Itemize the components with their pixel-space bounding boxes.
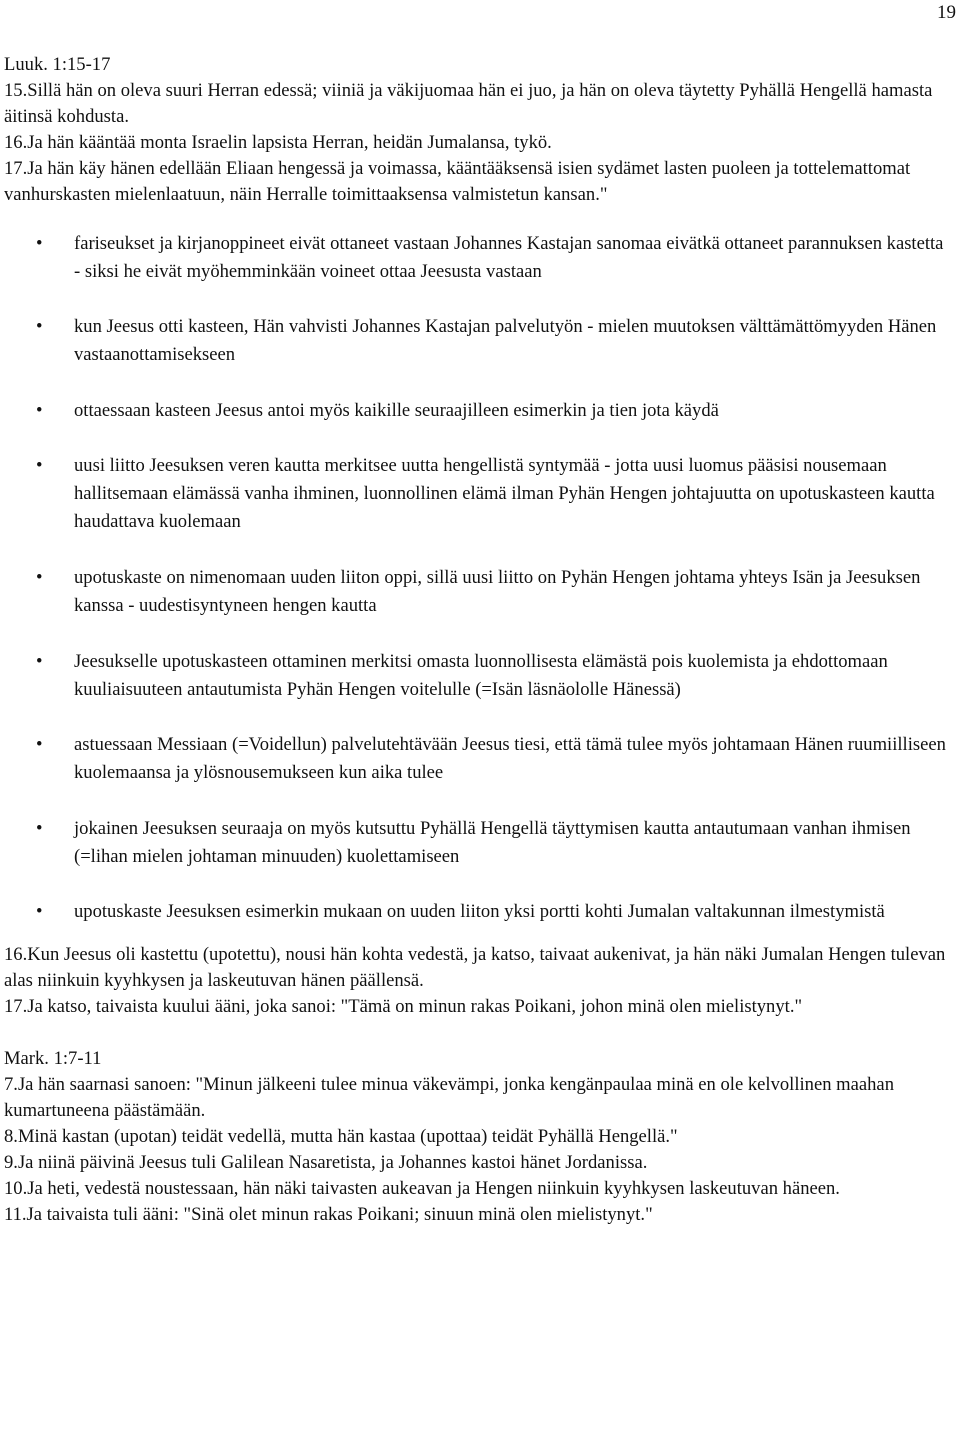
bullet-item (4, 313, 954, 369)
verse: 9.Ja niinä päivinä Jeesus tuli Galilean Nasaretista, ja Johannes kastoi hänet Jordanissa. (4, 1152, 648, 1173)
bullet-text: astuessaan Messiaan (=Voidellun) palvelutehtävään Jeesus tiesi, että tämä tulee myös johtamaan Hänen ruumiilliseen kuolemaansa ja ylösnousemukseen kun aika tulee (74, 734, 946, 783)
verse: 8.Minä kastan (upotan) teidät vedellä, mutta hän kastaa (upottaa) teidät Pyhällä Hengellä." (4, 1126, 678, 1147)
verse: 10.Ja heti, vedestä noustessaan, hän näki taivasten aukeavan ja Hengen niinkuin kyyhkysen laskeutuvan häneen. (4, 1178, 840, 1199)
bullet-text: upotuskaste on nimenomaan uuden liiton oppi, sillä uusi liitto on Pyhän Hengen johtama yhteys Isän ja Jeesuksen kanssa - uudestisyntyneen hengen kautta (74, 567, 921, 616)
bullet-icon: • (36, 400, 43, 421)
bullet-item (4, 731, 954, 787)
bullet-item (4, 648, 954, 704)
verse: 15.Sillä hän on oleva suuri Herran edessä; viiniä ja väkijuomaa hän ei juo, ja hän on oleva täytetty Pyhällä Hengellä hamasta äitinsä kohdusta. (4, 80, 933, 127)
page-number: 19 (937, 2, 956, 23)
bullet-icon: • (36, 651, 43, 672)
scripture-reference: Luuk. 1:15-17 (4, 54, 111, 75)
bullet-text: upotuskaste Jeesuksen esimerkin mukaan on uuden liiton yksi portti kohti Jumalan valtakunnan ilmestymistä (74, 901, 885, 922)
verse: 17.Ja katso, taivaista kuului ääni, joka sanoi: "Tämä on minun rakas Poikani, johon minä olen mielistynyt." (4, 996, 803, 1017)
bullet-icon: • (36, 316, 43, 337)
bullet-icon: • (36, 455, 43, 476)
bullet-item (4, 815, 954, 871)
bullet-icon: • (36, 567, 43, 588)
verse: 17.Ja hän käy hänen edellään Eliaan hengessä ja voimassa, kääntääksensä isien sydämet lasten puoleen ja tottelemattomat vanhurskasten mielenlaatuun, näin Herralle toimittaaksensa valmistetun kansan." (4, 158, 911, 205)
verse: 7.Ja hän saarnasi sanoen: "Minun jälkeeni tulee minua väkevämpi, jonka kengänpaulaa minä en ole kelvollinen maahan kumartuneena päästämään. (4, 1074, 894, 1121)
verse: 11.Ja taivaista tuli ääni: "Sinä olet minun rakas Poikani; sinuun minä olen mielistynyt." (4, 1204, 653, 1225)
bullet-item (4, 564, 954, 620)
bullet-text: fariseukset ja kirjanoppineet eivät ottaneet vastaan Johannes Kastajan sanomaa eivätkä ottaneet parannuksen kastetta - siksi he eivät myöhemminkään voineet ottaa Jeesusta vastaan (74, 233, 944, 282)
bullet-icon: • (36, 734, 43, 755)
bullet-item (4, 898, 954, 926)
bullet-item (4, 230, 954, 286)
bullet-icon: • (36, 233, 43, 254)
bullet-icon: • (36, 901, 43, 922)
verse: 16.Ja hän kääntää monta Israelin lapsista Herran, heidän Jumalansa, tykö. (4, 132, 552, 153)
bullet-list (4, 230, 954, 926)
bullet-text: uusi liitto Jeesuksen veren kautta merkitsee uutta hengellistä syntymää - jotta uusi luomus pääsisi nousemaan hallitsemaan elämässä vanha ihminen, luonnollinen elämä ilman Pyhän Hengen johtajuutta on upotuskasteen kautta haudattava kuolemaan (74, 455, 935, 532)
bullet-item (4, 452, 954, 536)
bullet-icon: • (36, 818, 43, 839)
bullet-text: Jeesukselle upotuskasteen ottaminen merkitsi omasta luonnollisesta elämästä pois kuolemista ja ehdottomaan kuuliaisuuteen antautumista Pyhän Hengen voitelulle (=Isän läsnäololle Hänessä) (74, 651, 888, 700)
bullet-text: kun Jeesus otti kasteen, Hän vahvisti Johannes Kastajan palvelutyön - mielen muutoksen välttämättömyyden Hänen vastaanottamisekseen (74, 316, 937, 365)
bullet-item (4, 397, 954, 425)
bullet-text: ottaessaan kasteen Jeesus antoi myös kaikille seuraajilleen esimerkin ja tien jota käydä (74, 400, 719, 421)
scripture-reference: Mark. 1:7-11 (4, 1048, 102, 1069)
bullet-text: jokainen Jeesuksen seuraaja on myös kutsuttu Pyhällä Hengellä täyttymisen kautta antautumaan vanhan ihmisen (=lihan mielen johtaman minuuden) kuolettamiseen (74, 818, 911, 867)
document-body (4, 52, 954, 1228)
verse: 16.Kun Jeesus oli kastettu (upotettu), nousi hän kohta vedestä, ja katso, taivaat aukenivat, ja hän näki Jumalan Hengen tulevan alas niinkuin kyyhkysen ja laskeutuvan hänen päällensä. (4, 944, 946, 991)
